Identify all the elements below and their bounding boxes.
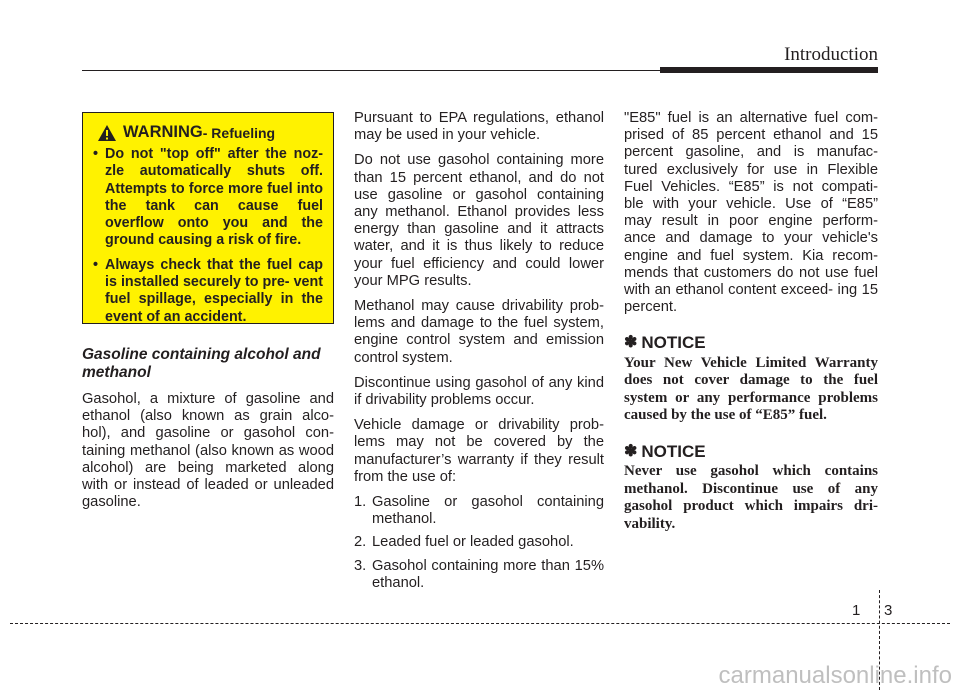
asterisk-icon: ✽ [624, 443, 638, 461]
list-number: 2. [354, 534, 367, 551]
paragraph: Discontinue using gasohol of any kind if drivability problems occur. [354, 374, 604, 409]
list-number: 1. [354, 494, 367, 511]
notice-block [624, 334, 878, 425]
list-text: Leaded fuel or leaded gasohol. [372, 534, 574, 551]
warning-heading: WARNING [123, 123, 203, 141]
warning-box [82, 112, 334, 324]
column-2 [354, 110, 604, 598]
warning-item: • Do not "top off" after the noz- zle automatically shuts off. Attempts to force more fuel into the tank can cause fuel overflow onto you and the ground causing a risk of fire. [91, 146, 323, 250]
list-text: Gasoline or gasohol containing methanol. [372, 494, 604, 528]
paragraph: "E85" fuel is an alternative fuel com- prised of 85 percent ethanol and 15 percent gasoline, and is manufac- tured exclusively for use in Flexible Fuel Vehicles. “E85” is not compati- ble with your vehicle. Use of “E85” may result in poor engine perform- ance and damage to your vehicle's engine and fuel system. Kia recom- mends that customers do not use fuel with an ethanol content exceed- ing 15 percent. [624, 110, 878, 316]
column-3 [624, 110, 878, 534]
footer-rule [10, 623, 950, 624]
warning-subheading: - Refueling [202, 124, 276, 141]
notice-header [624, 443, 878, 460]
warning-list [91, 146, 323, 326]
warning-item: • Always check that the fuel cap is installed securely to pre- vent fuel spillage, especially in the event of an accident. [91, 257, 323, 326]
notice-text: Your New Vehicle Limited Warranty does not cover damage to the fuel system or any performance problems caused by the use of “E85” fuel. [624, 354, 878, 424]
list-item [354, 534, 604, 551]
watermark: carmanualsonline.info [718, 662, 952, 689]
header-bar [660, 67, 878, 73]
chapter-number: 1 [852, 602, 861, 619]
asterisk-icon: ✽ [624, 334, 638, 352]
paragraph: Do not use gasohol containing more than 15 percent ethanol, and do not use gasoline or gasohol containing any methanol. Ethanol provides less energy than gasoline and it attracts water, and it is thus likely to reduce your fuel efficiency and could lower your MPG results. [354, 152, 604, 289]
notice-text: Never use gasohol which contains methanol. Discontinue use of any gasohol product which impairs dri- vability. [624, 463, 878, 532]
section-heading: Gasoline containing alcohol and methanol [82, 346, 321, 381]
list-item [354, 558, 604, 592]
numbered-list [354, 494, 604, 592]
paragraph: Pursuant to EPA regulations, ethanol may be used in your vehicle. [354, 110, 604, 144]
list-text: Gasohol containing more than 15% ethanol. [372, 557, 604, 591]
warning-triangle-icon [97, 124, 117, 142]
paragraph: Methanol may cause drivability prob- lems and damage to the fuel system, engine control system and emission control system. [354, 298, 604, 366]
notice-header [624, 334, 878, 351]
paragraph: Vehicle damage or drivability prob- lems may not be covered by the manufacturer’s warranty if they result from the use of: [354, 417, 604, 485]
paragraph: Gasohol, a mixture of gasoline and ethanol (also known as grain alco- hol), and gasoline or gasohol con- taining methanol (also known as wood alcohol) are being marketed along with or instead of leaded or unleaded gasoline. [82, 391, 334, 511]
section-title: Introduction [784, 44, 878, 65]
notice-block [624, 443, 878, 534]
warning-header [91, 123, 323, 142]
page-number: 3 [884, 602, 893, 619]
list-number: 3. [354, 557, 367, 574]
notice-heading: NOTICE [641, 333, 706, 353]
list-item [354, 494, 604, 528]
notice-heading: NOTICE [641, 442, 706, 462]
column-1 [82, 346, 334, 519]
